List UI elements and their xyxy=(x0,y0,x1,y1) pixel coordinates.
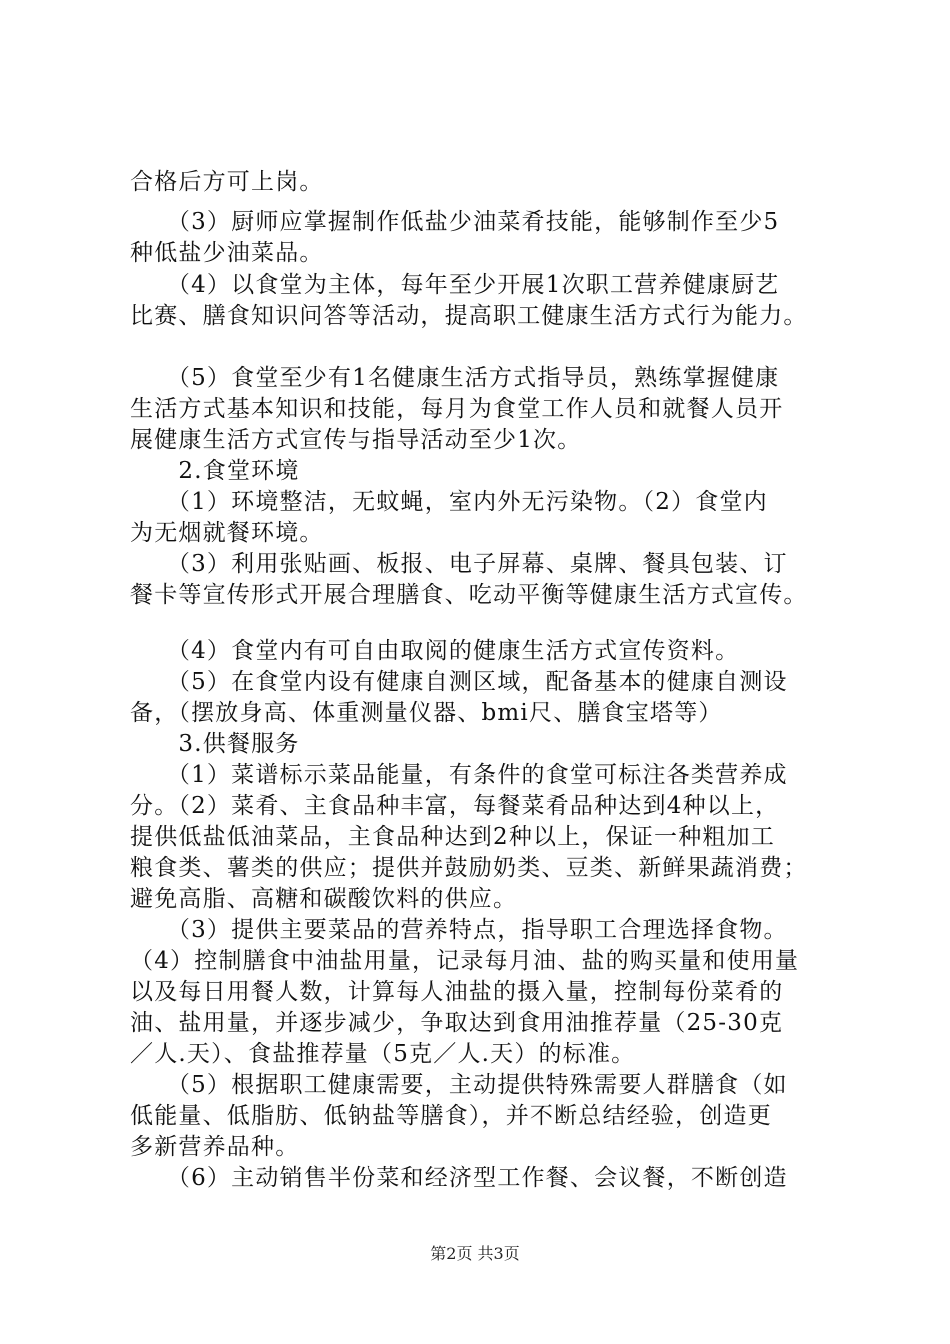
text-line: 粮食类、薯类的供应；提供并鼓励奶类、豆类、新鲜果蔬消费； xyxy=(130,855,808,881)
text-line: 餐卡等宣传形式开展合理膳食、吃动平衡等健康生活方式宣传。 xyxy=(130,582,808,608)
text-line: （1）环境整洁，无蚊蝇，室内外无污染物。（2）食堂内 xyxy=(130,489,768,515)
text-line: 种低盐少油菜品。 xyxy=(130,240,324,266)
text-line: 分。（2）菜肴、主食品种丰富，每餐菜肴品种达到4种以上， xyxy=(130,793,780,819)
text-line: （5）在食堂内设有健康自测区域，配备基本的健康自测设 xyxy=(130,669,788,695)
text-line: （5）食堂至少有1名健康生活方式指导员，熟练掌握健康 xyxy=(130,365,780,391)
text-line: 为无烟就餐环境。 xyxy=(130,520,324,546)
text-line: （1）菜谱标示菜品能量，有条件的食堂可标注各类营养成 xyxy=(130,762,788,788)
text-line: （3）厨师应掌握制作低盐少油菜肴技能，能够制作至少5 xyxy=(130,209,780,235)
text-line: 以及每日用餐人数，计算每人油盐的摄入量，控制每份菜肴的 xyxy=(130,979,784,1005)
text-line: 备，（摆放身高、体重测量仪器、bmi尺、膳食宝塔等） xyxy=(130,700,723,726)
text-line: 提供低盐低油菜品，主食品种达到2种以上，保证一种粗加工 xyxy=(130,824,776,850)
text-line: 比赛、膳食知识问答等活动，提高职工健康生活方式行为能力。 xyxy=(130,303,808,329)
text-line: （4）以食堂为主体，每年至少开展1次职工营养健康厨艺 xyxy=(130,272,780,298)
text-line: ／人.天）、食盐推荐量（5克／人.天）的标准。 xyxy=(130,1041,636,1067)
section-heading: 3.供餐服务 xyxy=(130,731,300,757)
text-line: 展健康生活方式宣传与指导活动至少1次。 xyxy=(130,427,582,453)
text-line: 生活方式基本知识和技能，每月为食堂工作人员和就餐人员开 xyxy=(130,396,784,422)
text-line: （6）主动销售半份菜和经济型工作餐、会议餐，不断创造 xyxy=(130,1165,788,1191)
text-line: 低能量、低脂肪、低钠盐等膳食），并不断总结经验，创造更 xyxy=(130,1103,772,1129)
text-line: （5）根据职工健康需要，主动提供特殊需要人群膳食（如 xyxy=(130,1072,788,1098)
page-footer: 第2页 共3页 xyxy=(430,1244,520,1263)
text-line: （4）控制膳食中油盐用量，记录每月油、盐的购买量和使用量 xyxy=(130,948,800,974)
text-line: 油、盐用量，并逐步减少，争取达到食用油推荐量（25-30克 xyxy=(130,1010,784,1036)
text-line: （3）提供主要菜品的营养特点，指导职工合理选择食物。 xyxy=(130,917,788,943)
text-line: 避免高脂、高糖和碳酸饮料的供应。 xyxy=(130,886,518,912)
text-line: 多新营养品种。 xyxy=(130,1134,300,1160)
text-line: 合格后方可上岗。 xyxy=(130,169,324,195)
section-heading: 2.食堂环境 xyxy=(130,458,300,484)
text-line: （3）利用张贴画、板报、电子屏幕、桌牌、餐具包装、订 xyxy=(130,551,788,577)
text-line: （4）食堂内有可自由取阅的健康生活方式宣传资料。 xyxy=(130,638,740,664)
